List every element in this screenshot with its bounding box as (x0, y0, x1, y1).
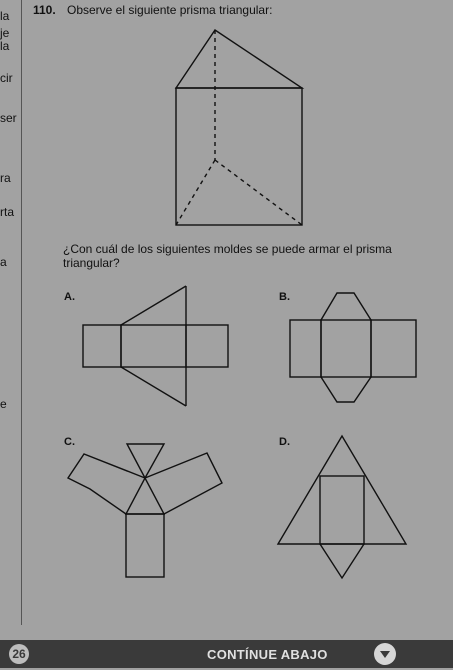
net-option-b (290, 293, 416, 402)
chevron-down-icon (374, 643, 396, 665)
margin-fragment: cir (0, 71, 13, 85)
option-c-label[interactable]: C. (64, 436, 75, 448)
margin-fragment: ra (0, 171, 11, 185)
net-option-a (83, 286, 228, 406)
margin-fragment: ser (0, 111, 17, 125)
margin-fragment: rta (0, 205, 15, 219)
option-b-label[interactable]: B. (279, 291, 290, 303)
continue-label: CONTÍNUE ABAJO (207, 647, 328, 662)
margin-fragment: la (0, 9, 10, 23)
option-a-label[interactable]: A. (64, 291, 75, 303)
question-prompt: Observe el siguiente prisma triangular: (67, 3, 273, 17)
margin-fragment: e (0, 397, 7, 411)
margin-fragment: a (0, 255, 7, 269)
page-number-badge: 26 (9, 644, 29, 664)
chevron-down-icon-glyph (374, 643, 396, 665)
option-d-label[interactable]: D. (279, 436, 290, 448)
net-option-d (278, 436, 406, 578)
question-text: ¿Con cuál de los siguientes moldes se puede armar el prisma triangular? (63, 242, 392, 270)
triangular-prism-figure (176, 30, 302, 225)
question-number: 110. (33, 3, 56, 17)
net-option-c (68, 444, 222, 577)
footer-bar (0, 640, 453, 668)
margin-fragment: la (0, 39, 10, 53)
margin-fragment: je (0, 26, 10, 40)
